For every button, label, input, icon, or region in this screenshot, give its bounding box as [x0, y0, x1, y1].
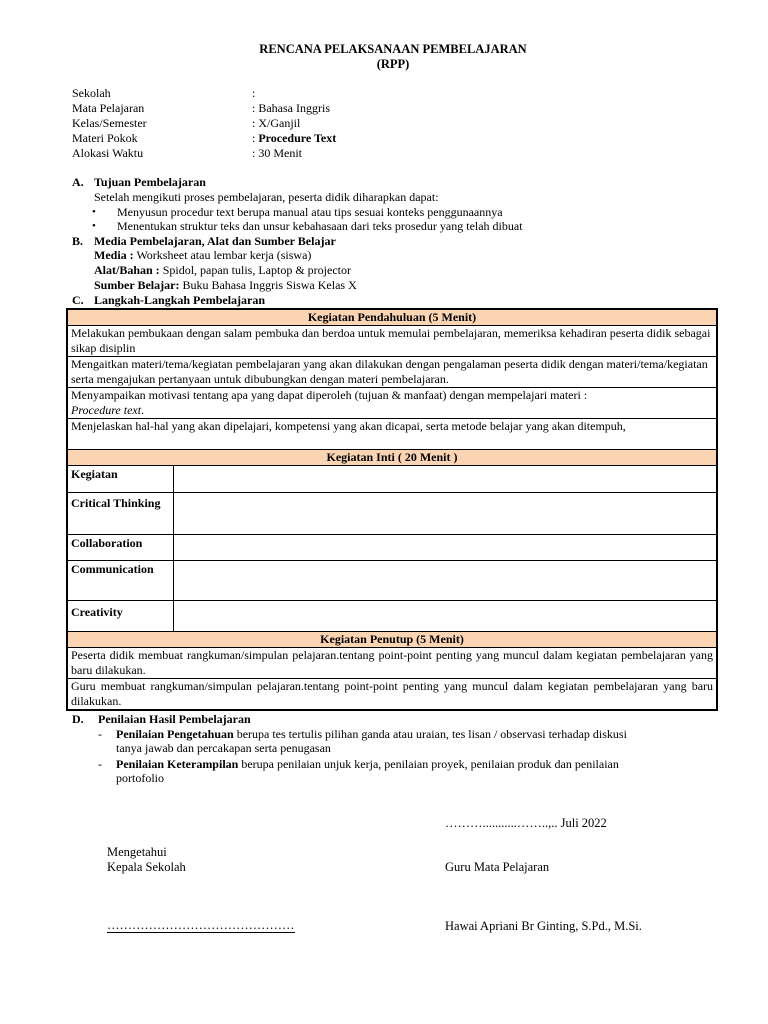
- inti-value-cell: [173, 535, 717, 561]
- pendahuluan-step-material: Procedure text: [71, 403, 142, 417]
- penutup-step: Peserta didik membuat rangkuman/simpulan pelajaran.tentang point-point penting yang muncul dalam kegiatan pembelajaran yang baru dilakukan.: [67, 648, 717, 679]
- alat-value: Spidol, papan tulis, Laptop & projector: [159, 263, 351, 277]
- section-b-marker: B.: [72, 234, 84, 248]
- info-label: Kelas/Semester: [72, 116, 147, 130]
- penutup-step: Guru membuat rangkuman/simpulan pelajaran.tentang point-point penting yang muncul dalam kegiatan pembelajaran yang baru dilakukan.: [67, 679, 717, 711]
- sumber-line: [94, 278, 357, 293]
- info-label: Sekolah: [72, 86, 111, 100]
- pendahuluan-step-text: Menyampaikan motivasi tentang apa yang dapat diperoleh (tujuan & manfaat) dengan mempelajari materi :: [71, 388, 588, 402]
- table-row: [67, 388, 717, 419]
- document-subtitle: (RPP): [376, 57, 410, 71]
- section-a-marker: A.: [72, 175, 84, 189]
- inti-value-cell: [173, 601, 717, 632]
- pendahuluan-header: Kegiatan Pendahuluan (5 Menit): [67, 309, 717, 326]
- table-row: [67, 493, 717, 535]
- info-value-bold: Procedure Text: [258, 131, 337, 145]
- section-c-marker: C.: [72, 293, 84, 307]
- section-b-heading: Media Pembelajaran, Alat dan Sumber Belajar: [94, 234, 336, 248]
- media-label: Media :: [94, 248, 134, 262]
- info-value: : X/Ganjil: [252, 116, 301, 130]
- table-row: [67, 679, 717, 711]
- signature-date: ………...........……..,.. Juli 2022: [445, 816, 607, 830]
- inti-header-row: [67, 450, 717, 466]
- alat-line: [94, 263, 351, 278]
- pendahuluan-step: Menyampaikan motivasi tentang apa yang dapat diperoleh (tujuan & manfaat) dengan mempelajari materi : Procedure text.: [67, 388, 717, 419]
- inti-value-cell: [173, 466, 717, 493]
- media-value: Worksheet atau lembar kerja (siswa): [133, 248, 312, 262]
- table-row: [67, 561, 717, 601]
- section-d-marker: D.: [72, 712, 84, 726]
- info-value: : Bahasa Inggris: [252, 101, 330, 115]
- info-label: Mata Pelajaran: [72, 101, 145, 115]
- alat-label: Alat/Bahan :: [94, 263, 160, 277]
- inti-header: Kegiatan Inti ( 20 Menit ): [67, 450, 717, 466]
- table-row: [67, 419, 717, 450]
- signature-right-name: Hawai Apriani Br Ginting, S.Pd., M.Si.: [445, 919, 642, 933]
- penutup-header-row: [67, 632, 717, 648]
- table-row: [67, 466, 717, 493]
- section-a-bullet-item: Menyusun procedur text berupa manual atau tips sesuai konteks penggunaannya: [117, 205, 503, 219]
- section-c-heading: Langkah-Langkah Pembelajaran: [94, 293, 266, 307]
- penutup-header: Kegiatan Penutup (5 Menit): [67, 632, 717, 648]
- table-row: [67, 357, 717, 388]
- pendahuluan-step: Mengaitkan materi/tema/kegiatan pembelajaran yang akan dilakukan dengan pengalaman peserta didik dengan materi/tema/kegiatan serta mengajukan pertanyaan untuk dibubungkan dengan materi pembelajaran.: [67, 357, 717, 388]
- info-value: : 30 Menit: [252, 146, 302, 160]
- document-title: RENCANA PELAKSANAAN PEMBELAJARAN: [259, 42, 527, 56]
- info-value: :: [252, 86, 256, 100]
- info-label: Materi Pokok: [72, 131, 138, 145]
- inti-value-cell: [173, 561, 717, 601]
- info-value-prefix: :: [252, 131, 259, 145]
- signature-left-blank: ………………………………………: [107, 918, 295, 932]
- inti-label-collaboration: Collaboration: [67, 535, 173, 561]
- assessment-item-title: Penilaian Pengetahuan: [116, 727, 234, 741]
- pendahuluan-header-row: [67, 309, 717, 326]
- sumber-value: Buku Bahasa Inggris Siswa Kelas X: [179, 278, 357, 292]
- signature-left-line1: Mengetahui: [107, 845, 167, 859]
- assessment-item-continuation: portofolio: [116, 771, 164, 785]
- assessment-item-title: Penilaian Keterampilan: [116, 757, 239, 771]
- inti-value-cell: [173, 493, 717, 535]
- section-d-heading: Penilaian Hasil Pembelajaran: [98, 712, 251, 726]
- signature-right-role: Guru Mata Pelajaran: [445, 860, 550, 874]
- dash-icon: -: [98, 727, 102, 741]
- table-row: [67, 535, 717, 561]
- inti-label-critical-thinking: Critical Thinking: [67, 493, 173, 535]
- bullet-icon: •: [92, 220, 96, 232]
- pendahuluan-step: Melakukan pembukaan dengan salam pembuka dan berdoa untuk memulai pembelajaran, memeriksa kehadiran peserta didik sebagai sikap disiplin: [67, 326, 717, 357]
- inti-label-creativity: Creativity: [67, 601, 173, 632]
- signature-left-role: Kepala Sekolah: [107, 860, 186, 874]
- section-a-intro: Setelah mengikuti proses pembelajaran, peserta didik diharapkan dapat:: [94, 190, 439, 204]
- inti-label-communication: Communication: [67, 561, 173, 601]
- table-row: [67, 601, 717, 632]
- info-label: Alokasi Waktu: [72, 146, 144, 160]
- assessment-item-continuation: tanya jawab dan percakapan serta penugasan: [116, 741, 331, 755]
- bullet-icon: •: [92, 206, 96, 218]
- pendahuluan-step: Menjelaskan hal-hal yang akan dipelajari, kompetensi yang akan dicapai, serta metode belajar yang akan ditempuh,: [67, 419, 717, 450]
- table-row: [67, 326, 717, 357]
- info-value: [252, 131, 336, 146]
- media-line: [94, 248, 311, 263]
- section-a-heading: Tujuan Pembelajaran: [94, 175, 206, 189]
- sumber-label: Sumber Belajar:: [94, 278, 180, 292]
- inti-label-kegiatan: Kegiatan: [67, 466, 173, 493]
- table-row: [67, 648, 717, 679]
- assessment-item-desc: berupa penilaian unjuk kerja, penilaian proyek, penilaian produk dan penilaian: [238, 757, 619, 771]
- assessment-item-line: [116, 757, 619, 772]
- assessment-item-line: [116, 727, 627, 742]
- section-a-bullet-item: Menentukan struktur teks dan unsur kebahasaan dari teks prosedur yang telah dibuat: [117, 219, 523, 233]
- dash-icon: -: [98, 757, 102, 771]
- learning-steps-table: [66, 308, 718, 711]
- assessment-item-desc: berupa tes tertulis pilihan ganda atau uraian, tes lisan / observasi terhadap diskusi: [233, 727, 627, 741]
